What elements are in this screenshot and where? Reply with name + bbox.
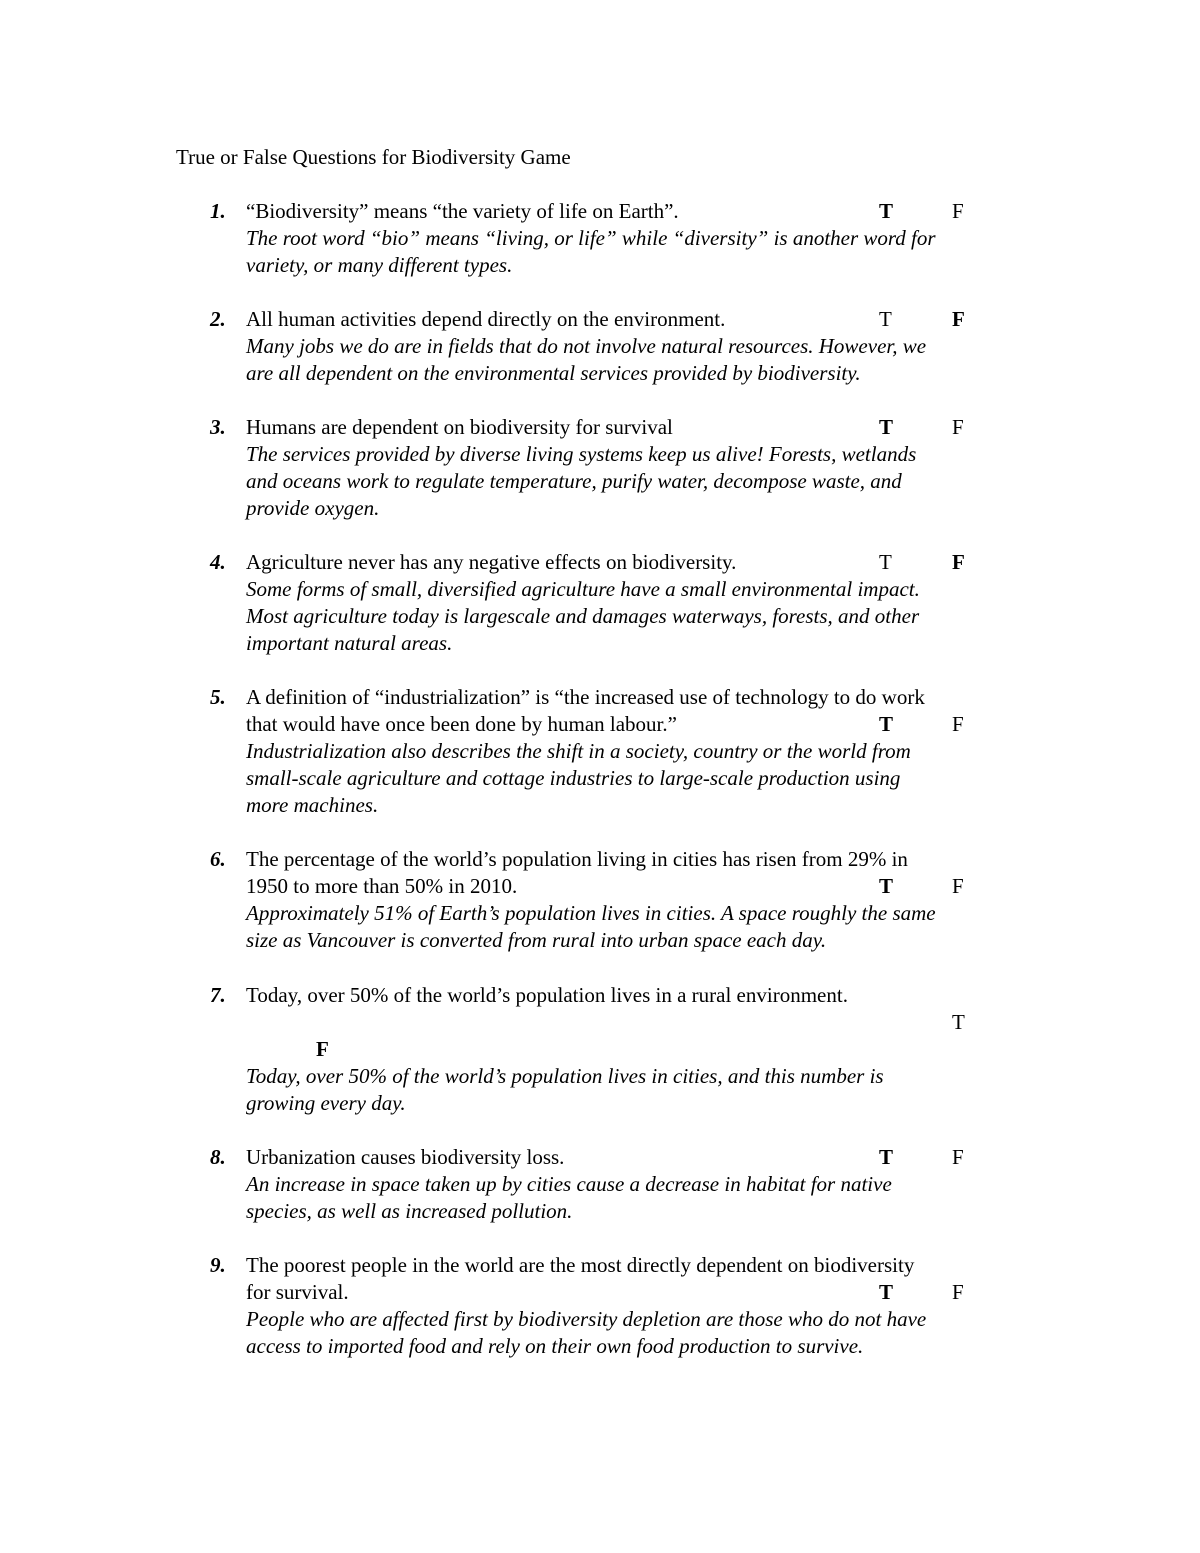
question-text: “Biodiversity” means “the variety of life on Earth”. — [246, 199, 679, 223]
question-number: 2. — [210, 307, 226, 331]
question-text: All human activities depend directly on the environment. — [246, 307, 726, 331]
explanation-line: Approximately 51% of Earth’s population lives in cities. A space roughly the same — [246, 901, 936, 925]
question-text: that would have once been done by human labour.” — [246, 712, 677, 736]
explanation-line: and oceans work to regulate temperature, purify water, decompose waste, and — [246, 469, 902, 493]
true-option[interactable]: T — [879, 1145, 894, 1169]
question-text: The percentage of the world’s population living in cities has risen from 29% in — [246, 847, 908, 871]
true-option[interactable]: T — [879, 1280, 894, 1304]
question-number: 1. — [210, 199, 226, 223]
question-text: Today, over 50% of the world’s population lives in a rural environment. — [246, 983, 848, 1007]
true-option[interactable]: T — [879, 712, 894, 736]
explanation-line: The services provided by diverse living systems keep us alive! Forests, wetlands — [246, 442, 917, 466]
false-option[interactable]: F — [952, 874, 964, 898]
explanation-line: Industrialization also describes the shift in a society, country or the world from — [246, 739, 911, 763]
question-number: 3. — [210, 415, 226, 439]
false-option[interactable]: F — [952, 712, 964, 736]
true-option[interactable]: T — [879, 874, 894, 898]
question-number: 6. — [210, 847, 226, 871]
true-option[interactable]: T — [879, 550, 892, 574]
true-option[interactable]: T — [879, 199, 894, 223]
false-option[interactable]: F — [952, 199, 964, 223]
explanation-line: Most agriculture today is largescale and damages waterways, forests, and other — [246, 604, 920, 628]
question-number: 8. — [210, 1145, 226, 1169]
question-text: Humans are dependent on biodiversity for survival — [246, 415, 673, 439]
explanation-line: People who are affected first by biodiversity depletion are those who do not have — [246, 1307, 927, 1331]
question-number: 7. — [210, 983, 226, 1007]
explanation-line: access to imported food and rely on their own food production to survive. — [246, 1334, 864, 1358]
explanation-line: variety, or many different types. — [246, 253, 513, 277]
explanation-line: important natural areas. — [246, 631, 453, 655]
explanation-line: Many jobs we do are in fields that do not involve natural resources. However, we — [246, 334, 927, 358]
explanation-line: Today, over 50% of the world’s population lives in cities, and this number is — [246, 1064, 884, 1088]
question-text: Urbanization causes biodiversity loss. — [246, 1145, 565, 1169]
explanation-line: species, as well as increased pollution. — [246, 1199, 573, 1223]
explanation-line: provide oxygen. — [246, 496, 380, 520]
explanation-line: Some forms of small, diversified agriculture have a small environmental impact. — [246, 577, 920, 601]
false-option[interactable]: F — [952, 415, 964, 439]
explanation-line: The root word “bio” means “living, or life” while “diversity” is another word for — [246, 226, 936, 250]
true-option[interactable]: T — [879, 307, 892, 331]
question-number: 5. — [210, 685, 226, 709]
explanation-line: growing every day. — [246, 1091, 406, 1115]
explanation-line: small-scale agriculture and cottage industries to large-scale production using — [246, 766, 901, 790]
question-text: A definition of “industrialization” is “the increased use of technology to do work — [246, 685, 925, 709]
question-text: Agriculture never has any negative effects on biodiversity. — [246, 550, 737, 574]
explanation-line: size as Vancouver is converted from rural into urban space each day. — [246, 928, 827, 952]
false-option[interactable]: F — [952, 1145, 964, 1169]
question-text: 1950 to more than 50% in 2010. — [246, 874, 518, 898]
false-option[interactable]: F — [952, 1280, 964, 1304]
true-option[interactable]: T — [879, 415, 894, 439]
false-option[interactable]: F — [952, 307, 965, 331]
explanation-line: are all dependent on the environmental services provided by biodiversity. — [246, 361, 861, 385]
explanation-line: An increase in space taken up by cities cause a decrease in habitat for native — [246, 1172, 892, 1196]
page-title: True or False Questions for Biodiversity Game — [176, 145, 571, 169]
true-option[interactable]: T — [952, 1010, 965, 1034]
explanation-line: more machines. — [246, 793, 379, 817]
question-number: 4. — [210, 550, 226, 574]
question-number: 9. — [210, 1253, 226, 1277]
question-text: for survival. — [246, 1280, 349, 1304]
false-option[interactable]: F — [952, 550, 965, 574]
question-text: The poorest people in the world are the most directly dependent on biodiversity — [246, 1253, 915, 1277]
false-option[interactable]: F — [316, 1037, 329, 1061]
